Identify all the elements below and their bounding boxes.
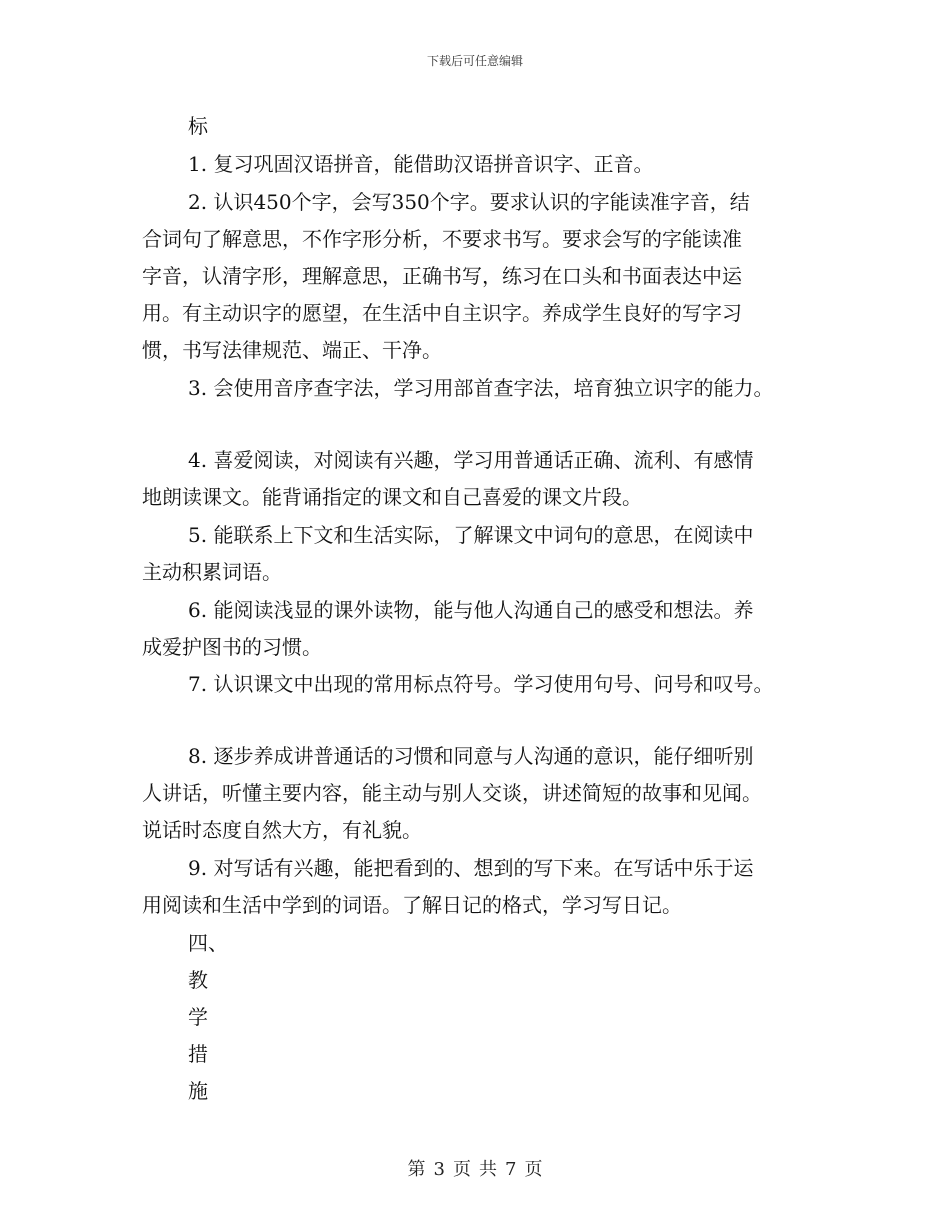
page-footer bbox=[0, 1155, 950, 1181]
footer-prefix: 第 bbox=[407, 1159, 426, 1180]
text-line: 主动积累词语。 bbox=[142, 560, 282, 584]
text-line: 惯，书写法律规范、端正、干净。 bbox=[142, 338, 442, 362]
section-heading: 教 bbox=[188, 968, 208, 992]
page-header: 下载后可任意编辑 bbox=[426, 54, 523, 68]
text-line: 8. 逐步养成讲普通话的习惯和同意与人沟通的意识，能仔细听别 bbox=[188, 744, 754, 768]
text-line: 3. 会使用音序查字法，学习用部首查字法，培育独立识字的能力。 bbox=[188, 376, 774, 400]
text-line: 成爱护图书的习惯。 bbox=[142, 635, 322, 659]
section-heading: 学 bbox=[188, 1005, 208, 1029]
text-line: 4. 喜爱阅读，对阅读有兴趣，学习用普通话正确、流利、有感情 bbox=[188, 448, 754, 472]
footer-suffix: 页 bbox=[524, 1159, 543, 1180]
text-line: 用阅读和生活中学到的词语。了解日记的格式，学习写日记。 bbox=[142, 893, 682, 917]
text-line: 9. 对写话有兴趣，能把看到的、想到的写下来。在写话中乐于运 bbox=[188, 856, 754, 880]
text-line: 6. 能阅读浅显的课外读物，能与他人沟通自己的感受和想法。养 bbox=[188, 598, 754, 622]
text-line: 合词句了解意思，不作字形分析，不要求书写。要求会写的字能读准 bbox=[142, 227, 742, 251]
footer-total-pages: 7 bbox=[505, 1159, 517, 1180]
text-line: 地朗读课文。能背诵指定的课文和自己喜爱的课文片段。 bbox=[142, 485, 642, 509]
section-heading: 施 bbox=[188, 1079, 208, 1103]
footer-page-word: 页 bbox=[453, 1159, 471, 1180]
text-line: 标 bbox=[188, 114, 208, 138]
text-line: 人讲话，听懂主要内容，能主动与别人交谈，讲述简短的故事和见闻。 bbox=[142, 781, 762, 805]
section-heading: 措 bbox=[188, 1042, 208, 1066]
footer-page-number: 3 bbox=[433, 1159, 445, 1180]
text-line: 说话时态度自然大方，有礼貌。 bbox=[142, 818, 422, 842]
text-line: 用。有主动识字的愿望，在生活中自主识字。养成学生良好的写字习 bbox=[142, 301, 742, 325]
text-line: 5. 能联系上下文和生活实际，了解课文中词句的意思，在阅读中 bbox=[188, 523, 754, 547]
text-line: 1. 复习巩固汉语拼音，能借助汉语拼音识字、正音。 bbox=[188, 152, 654, 176]
footer-total-word: 共 bbox=[479, 1159, 497, 1180]
section-heading: 四、 bbox=[188, 931, 228, 955]
text-line: 字音，认清字形，理解意思，正确书写，练习在口头和书面表达中运 bbox=[142, 264, 742, 288]
text-line: 2. 认识450个字，会写350个字。要求认识的字能读准字音，结 bbox=[188, 190, 750, 214]
text-line: 7. 认识课文中出现的常用标点符号。学习使用句号、问号和叹号。 bbox=[188, 672, 774, 696]
